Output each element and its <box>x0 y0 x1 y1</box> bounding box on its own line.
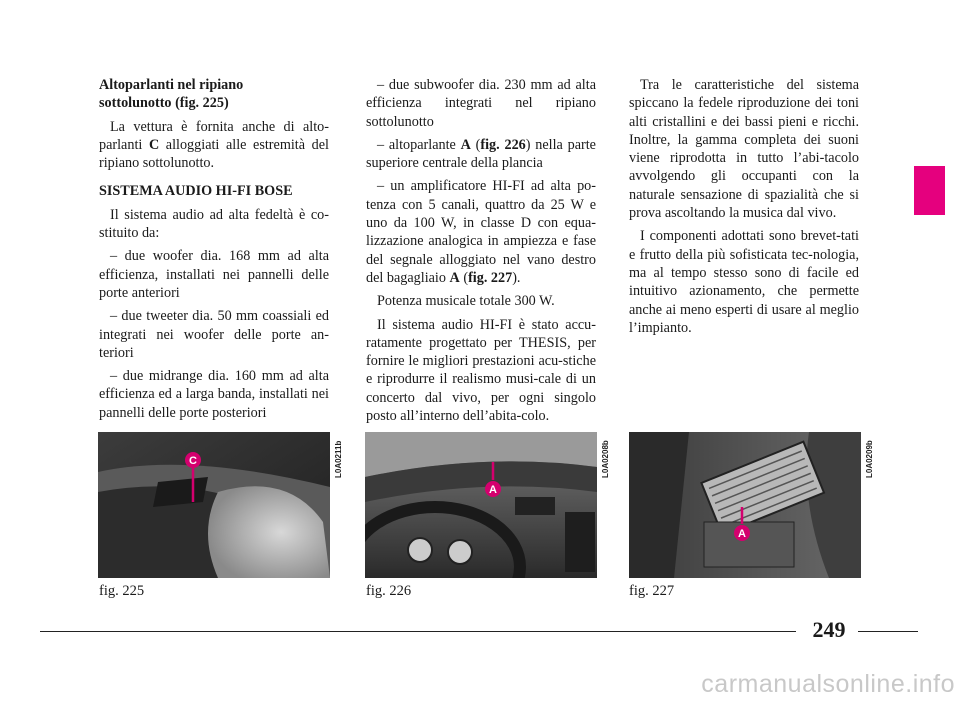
figure-225-image <box>98 432 330 578</box>
figure-caption: fig. 225 <box>99 583 145 599</box>
list-item: – altoparlante A (fig. 226) nella parte superiore centrale della plancia <box>366 136 596 172</box>
text-column-3 <box>629 76 859 342</box>
figure-code: L0A0208b <box>601 440 610 478</box>
figure-caption: fig. 227 <box>629 583 675 599</box>
section-title: SISTEMA AUDIO HI-FI BOSE <box>99 183 293 200</box>
page-number: 249 <box>812 617 846 642</box>
paragraph: I componenti adottati sono brevet-tati e frutto della più sofisticata tec-nologia, ma al tempo stesso sono di facile ed intuitivo azionamento, che permette anche ai meno esperti di usare al meglio l’impianto. <box>629 228 859 336</box>
marker-c: C <box>189 455 197 467</box>
text-column-2 <box>366 76 596 430</box>
list-item: – un amplificatore HI-FI ad alta po-tenza con 5 canali, quattro da 25 W e uno da 100 W, in classe D con equa-lizzazione analogica in ampiezza e fase del segnale alloggiato nel vano destro del bagagliaio A (fig. 227). <box>366 178 596 286</box>
paragraph: Il sistema audio ad alta fedeltà è co-stituito da: <box>99 206 329 242</box>
paragraph: La vettura è fornita anche di alto-parlanti C alloggiati alle estremità del ripiano sottolunotto. <box>99 118 329 172</box>
list-item: – due woofer dia. 168 mm ad alta efficienza, installati nei pannelli delle porte anteriori <box>99 248 329 301</box>
subheading: Altoparlanti nel ripiano sottolunotto (fig. 225) <box>99 77 244 112</box>
marker-a: A <box>489 484 497 496</box>
section-tab <box>914 166 945 215</box>
marker-a: A <box>738 528 746 540</box>
watermark: carmanualsonline.info <box>701 670 955 698</box>
figure-code: L0A0211b <box>334 440 343 478</box>
figure-caption: fig. 226 <box>366 583 412 599</box>
figure-code: L0A0209b <box>865 440 874 478</box>
figure-227-image <box>629 432 861 578</box>
footer-rule <box>858 631 918 632</box>
paragraph: Tra le caratteristiche del sistema spiccano la fedele riproduzione dei toni alti cristallini e dei bassi pieni e ricchi. Inoltre, la gamma completa dei suoni viene riprodotta in tutto l’abi-tacolo avvolgendo gli occupanti con la naturale sensazione di spazialità che si prova ascoltando la musica dal vivo. <box>629 77 859 222</box>
list-item: – due subwoofer dia. 230 mm ad alta efficienza integrati nel ripiano sottolunotto <box>366 77 596 130</box>
paragraph: Il sistema audio HI-FI è stato accu-ratamente progettato per THESIS, per fornire le migliori prestazioni acu-stiche e riprodurre il realismo musi-cale di un concerto dal vivo, per ogni singolo posto all’interno dell’abita-colo. <box>366 316 596 425</box>
footer-rule <box>40 631 796 632</box>
list-item: – due midrange dia. 160 mm ad alta efficienza ed a larga banda, installati nei pannelli delle porte posteriori <box>99 368 329 421</box>
paragraph: Potenza musicale totale 300 W. <box>377 293 555 310</box>
figure-226-image <box>365 432 597 578</box>
list-item: – due tweeter dia. 50 mm coassiali ed integrati nei woofer delle porte an-teriori <box>99 308 329 361</box>
text-column-1 <box>99 76 329 427</box>
